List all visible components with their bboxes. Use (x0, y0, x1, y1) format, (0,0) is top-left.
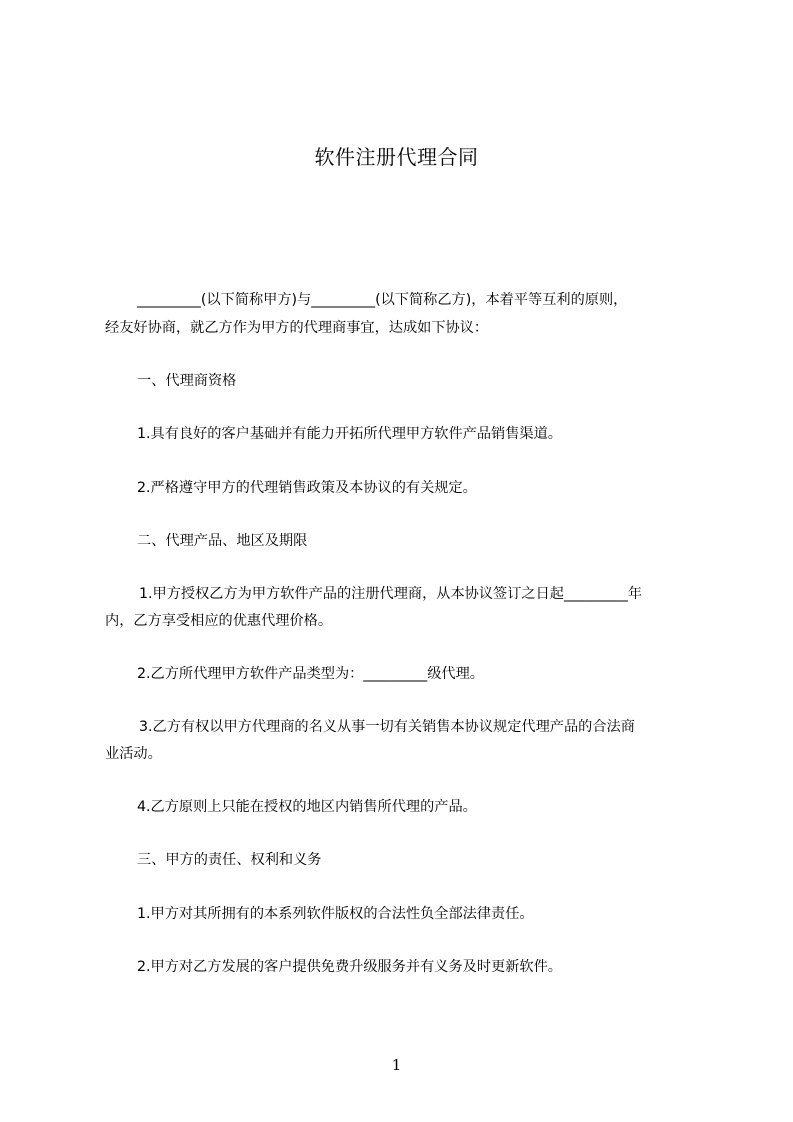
section-1-item-2: 2.严格遵守甲方的代理销售政策及本协议的有关规定。 (137, 480, 477, 496)
section-2-item-1-line-1: 1.甲方授权乙方为甲方软件产品的注册代理商，从本协议签订之日起_________年 (139, 586, 643, 602)
section-3-heading: 三、甲方的责任、权利和义务 (137, 852, 322, 868)
intro-line-1: _________(以下简称甲方)与_________(以下简称乙方)，本着平等互利的原则， (137, 292, 628, 308)
page-number: 1 (391, 1056, 402, 1074)
section-2-item-3-line-2: 业活动。 (105, 746, 162, 762)
section-1-heading: 一、代理商资格 (137, 373, 237, 389)
section-2-item-4: 4.乙方原则上只能在授权的地区内销售所代理的产品。 (137, 799, 477, 815)
section-2-item-1-line-2: 内，乙方享受相应的优惠代理价格。 (105, 613, 333, 629)
section-2-heading: 二、代理产品、地区及期限 (137, 533, 308, 549)
document-title: 软件注册代理合同 (314, 145, 479, 169)
section-2-item-3-line-1: 3.乙方有权以甲方代理商的名义从事一切有关销售本协议规定代理产品的合法商 (139, 719, 635, 735)
section-3-item-1: 1.甲方对其所拥有的本系列软件版权的合法性负全部法律责任。 (137, 906, 534, 922)
intro-line-2: 经友好协商，就乙方作为甲方的代理商事宜，达成如下协议： (105, 320, 489, 336)
section-3-item-2: 2.甲方对乙方发展的客户提供免费升级服务并有义务及时更新软件。 (137, 959, 562, 975)
section-1-item-1: 1.具有良好的客户基础并有能力开拓所代理甲方软件产品销售渠道。 (137, 426, 562, 442)
section-2-item-2: 2.乙方所代理甲方软件产品类型为：_________级代理。 (137, 666, 484, 682)
